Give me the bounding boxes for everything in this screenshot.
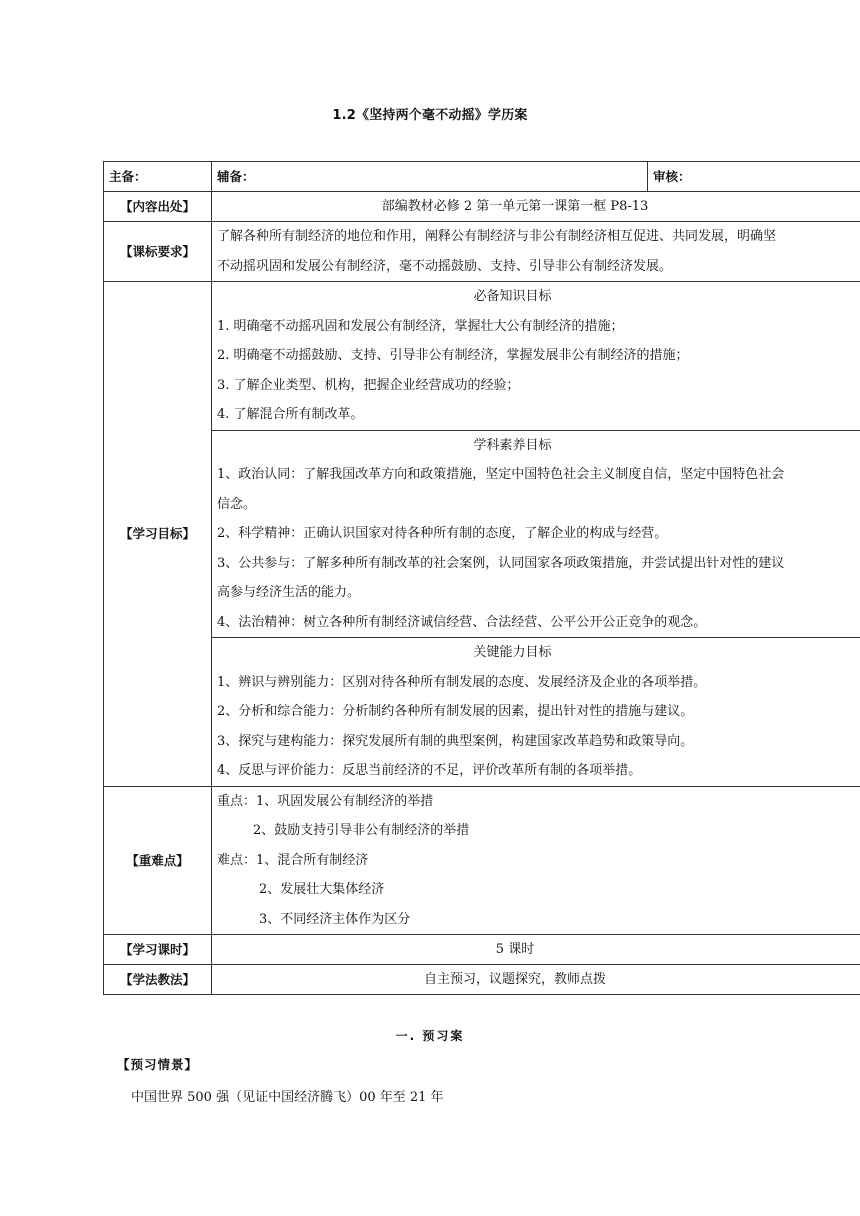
source-value: 部编教材必修 2 第一单元第一课第一框 P8-13	[212, 192, 860, 222]
knowledge-goal-item: 3. 了解企业类型、机构，把握企业经营成功的经验；	[217, 377, 520, 393]
assist-prep-cell: 辅备：	[212, 162, 648, 192]
knowledge-goals-heading: 必备知识目标	[473, 289, 552, 304]
knowledge-goal-item: 4. 了解混合所有制改革。	[217, 407, 364, 422]
ability-goals-heading: 关键能力目标	[473, 645, 552, 660]
review-cell: 审核：	[648, 162, 860, 192]
literacy-goal-item: 3、公共参与：了解多种所有制改革的社会案例，认同国家各项政策措施，并尝试提出针对性的建议	[217, 555, 785, 571]
difficult-point-line: 难点：1、混合所有制经济	[217, 852, 369, 868]
literacy-goal-item: 4、法治精神：树立各种所有制经济诚信经营、合法经营、公平公开公正竞争的观念。	[217, 614, 707, 630]
key-point-line: 2、鼓励支持引导非公有制经济的举措	[253, 823, 470, 838]
key-points-row	[104, 786, 860, 935]
key-point-line: 重点：1、巩固发展公有制经济的举措	[217, 793, 434, 809]
key-points-label: 【重难点】	[104, 786, 212, 935]
ability-goal-item: 4、反思与评价能力：反思当前经济的不足，评价改革所有制的各项举措。	[217, 763, 642, 778]
standard-label: 【课标要求】	[104, 222, 212, 282]
preview-scenario-label: 【预习情景】	[117, 1057, 199, 1072]
knowledge-goal-item: 2. 明确毫不动摇鼓励、支持、引导非公有制经济，掌握发展非公有制经济的措施；	[217, 348, 689, 363]
hours-value: 5 课时	[212, 935, 860, 965]
standard-value	[212, 222, 860, 282]
source-row	[104, 192, 860, 222]
standard-line: 了解各种所有制经济的地位和作用，阐释公有制经济与非公有制经济相互促进、共同发展，明确坚	[217, 229, 777, 244]
method-row	[104, 965, 860, 995]
literacy-goal-item: 2、科学精神：正确认识国家对待各种所有制的态度，了解企业的构成与经营。	[217, 526, 668, 541]
literacy-goals-heading: 学科素养目标	[473, 437, 552, 453]
standard-row	[104, 222, 860, 282]
method-value: 自主预习，议题探究，教师点拨	[212, 965, 860, 995]
standard-line: 不动摇巩固和发展公有制经济，毫不动摇鼓励、支持、引导非公有制经济发展。	[217, 258, 673, 274]
goals-value	[212, 282, 860, 787]
hours-label: 【学习课时】	[104, 935, 212, 965]
source-label: 【内容出处】	[104, 192, 212, 222]
preview-scenario-text: 中国世界 500 强（见证中国经济腾飞）00 年至 21 年	[131, 1090, 444, 1105]
ability-goals-block	[212, 638, 860, 786]
lesson-plan-table	[103, 161, 860, 995]
header-row	[104, 162, 860, 192]
difficult-point-line: 2、发展壮大集体经济	[259, 882, 385, 897]
knowledge-goals-block	[212, 282, 860, 431]
literacy-goals-block	[212, 431, 860, 639]
goals-row	[104, 282, 860, 787]
hours-row	[104, 935, 860, 965]
key-points-value	[212, 786, 860, 935]
ability-goal-item: 2、分析和综合能力：分析制约各种所有制发展的因素，提出针对性的措施与建议。	[217, 704, 694, 719]
literacy-goal-item: 高参与经济生活的能力。	[217, 585, 361, 600]
goals-label: 【学习目标】	[104, 282, 212, 787]
knowledge-goal-item: 1. 明确毫不动摇巩固和发展公有制经济，掌握壮大公有制经济的措施；	[217, 318, 624, 334]
literacy-goal-item: 信念。	[217, 496, 257, 512]
main-prep-cell: 主备：	[104, 162, 212, 192]
ability-goal-item: 1、辨识与辨别能力：区别对待各种所有制发展的态度、发展经济及企业的各项举措。	[217, 674, 707, 690]
literacy-goal-item: 1、政治认同：了解我国改革方向和政策措施，坚定中国特色社会主义制度自信，坚定中国特色社会	[217, 467, 785, 482]
method-label: 【学法教法】	[104, 965, 212, 995]
document-title: 1.2《坚持两个毫不动摇》学历案	[332, 108, 528, 123]
ability-goal-item: 3、探究与建构能力：探究发展所有制的典型案例，构建国家改革趋势和政策导向。	[217, 733, 694, 749]
difficult-point-line: 3、不同经济主体作为区分	[259, 911, 411, 927]
section-title: 一. 预习案	[395, 1029, 465, 1043]
